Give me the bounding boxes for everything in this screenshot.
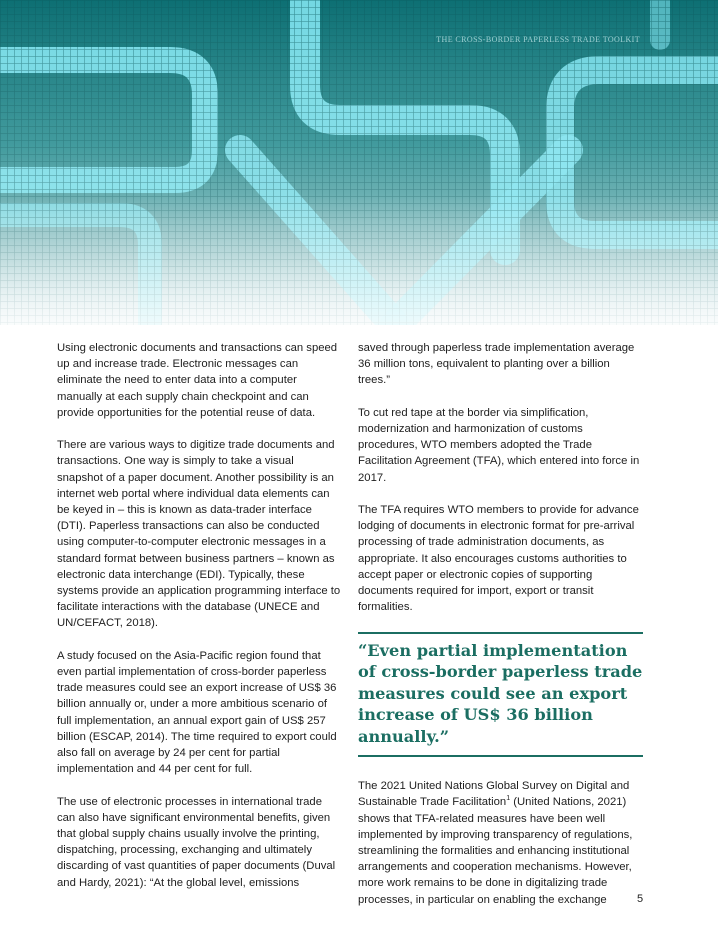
paragraph: The use of electronic processes in international trade can also have significant environmental benefits, given that global supply chains usually involve the printing, dispatching, processing, exchanging and ultimately discarding of vast quantities of paper documents (Duval and Hardy, 2021): “At the global level, emissions <box>57 795 336 889</box>
circuit-graphic <box>0 0 718 325</box>
header-photo <box>0 0 718 325</box>
paragraph: A study focused on the Asia-Pacific region found that even partial implementation of cross-border paperless trade measures could see an export increase of US$ 36 billion annually or, under a more ambitious scenario of full implementation, an annual export gain of US$ 257 billion (ESCAP, 2014). The time required to export could also fall on average by 24 per cent for partial implementation and 44 per cent for full. <box>57 649 337 776</box>
pull-quote-text: “Even partial implementation of cross-border paperless trade measures could see an export increase of US$ 36 billion annually.” <box>358 640 643 746</box>
paragraph-text: (United Nations, 2021) shows that TFA-related measures have been well implemented by improving transparency of regulations, streamlining the formalities and enhancing institutional arrangements and cooperation mechanisms. However, more work remains to be done in digitalizing trade processes, in particular on enabling the exchange <box>358 796 633 906</box>
paragraph: saved through paperless trade implementation average 36 million tons, equivalent to planting over a billion trees.” <box>358 342 635 387</box>
document-title: THE CROSS-BORDER PAPERLESS TRADE TOOLKIT <box>436 35 640 44</box>
paragraph: To cut red tape at the border via simplification, modernization and harmonization of customs procedures, WTO members adopted the Trade Facilitation Agreement (TFA), which entered into force in 2017. <box>358 406 640 484</box>
paragraph: The TFA requires WTO members to provide for advance lodging of documents in electronic format for pre-arrival processing of trade administration documents, as appropriate. It also encourages customs authorities to accept paper or electronic copies of supporting documents required for import, export or transit formalities. <box>358 504 639 614</box>
paragraph: There are various ways to digitize trade documents and transactions. One way is simply to take a visual snapshot of a paper document. Another possibility is an internet web portal where individual data elements can be keyed in – this is known as data-trader interface (DTI). Paperless transactions can also be conducted using computer-to-computer electronic messages in a standard format between business partners – known as electronic data interchange (EDI). Typically, these systems provide an application programming interface to facilitate interactions with the database (UNECE and UN/CEFACT, 2018). <box>57 439 341 630</box>
footnote-ref[interactable]: 1 <box>506 795 511 803</box>
left-column <box>57 340 342 907</box>
paragraph-text: The 2021 United Nations Global Survey on Digital and Sustainable Trade Facilitation <box>358 780 630 809</box>
pull-quote <box>358 632 643 758</box>
page-number: 5 <box>637 893 644 905</box>
paragraph <box>358 778 643 908</box>
paragraph: Using electronic documents and transactions can speed up and increase trade. Electronic messages can eliminate the need to enter data into a computer manually at each supply chain checkpoint and can provide opportunities for the potential reuse of data. <box>57 342 338 419</box>
right-column <box>358 340 643 924</box>
